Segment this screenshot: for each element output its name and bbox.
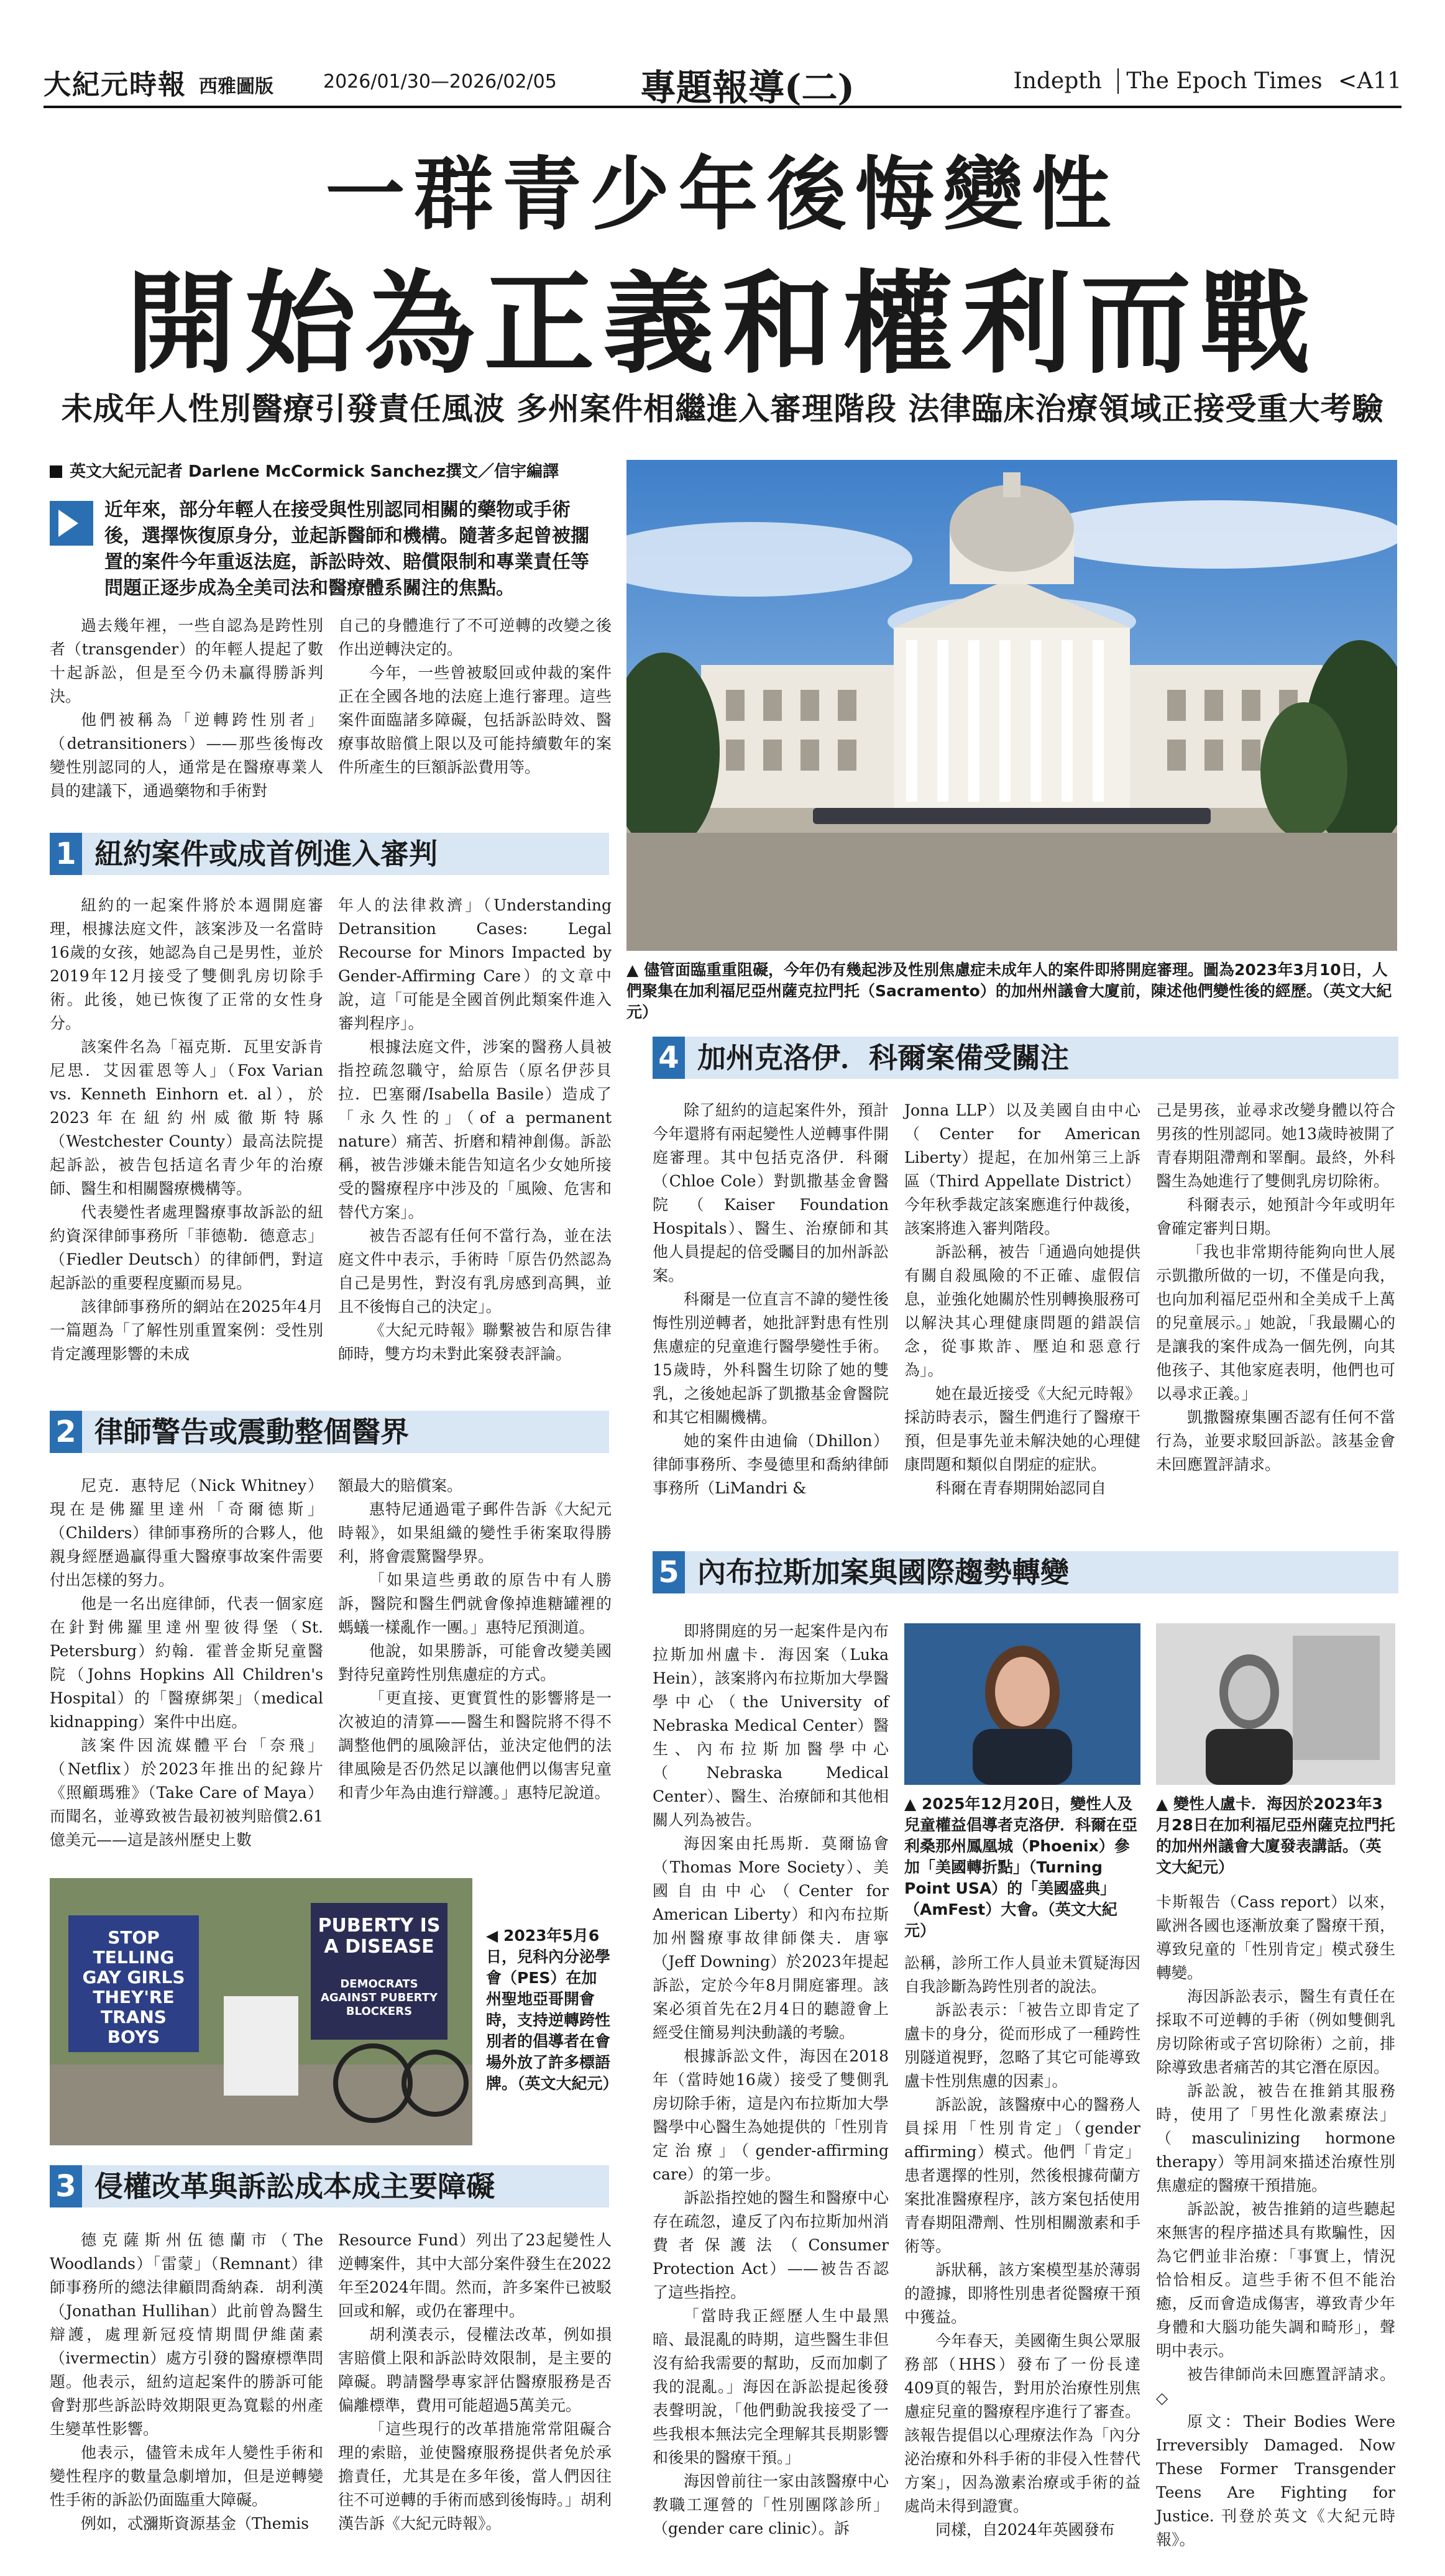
paragraph: 同樣，自2024年英國發布 (935, 2521, 1115, 2539)
sign-text-2: PUBERTY IS A DISEASE (318, 1915, 441, 1958)
sign-text-3: DEMOCRATS AGAINST PUBERTY BLOCKERS (320, 1978, 438, 2018)
section-5-col-3 (1156, 1891, 1395, 2552)
paragraph: 根據法庭文件，涉案的醫務人員被指控疏忽職守，給原告（原名伊莎貝拉．巴塞爾/Isabella Basile）造成了「永久性的」（of a permanent nature）痛苦、折磨和精神創傷。訴訟稱，被告涉嫌未能告知這名少女她所接受的醫療程序中涉及的「風險、危害和替代方案」。 (338, 1038, 612, 1221)
issue-dates: 2026/01/30—2026/02/05 (323, 71, 557, 93)
section-4-col-2 (904, 1099, 1140, 1500)
paragraph: 根據訴訟文件，海因在2018年（當時她16歲）接受了雙側乳房切除手術，這是內布拉斯加大學醫學中心醫生為她提供的「性別肯定治療」（gender-affirming care）的第一步。 (653, 2047, 889, 2183)
section-title: 加州克洛伊．科爾案備受關注 (697, 1041, 1069, 1075)
section-number: 3 (50, 2165, 82, 2207)
section-4-col-3 (1156, 1099, 1395, 1477)
byline (50, 459, 559, 482)
edition-label: 西雅圖版 (199, 76, 273, 98)
header-right (1004, 68, 1401, 94)
paragraph: Resource Fund）列出了23起變性人逆轉案件，其中大部分案件發生在2022年至2024年間。然而，許多案件已被駁回或和解，或仍在審理中。 (338, 2231, 612, 2320)
paragraph: 海因曾前往一家由該醫療中心教職工運營的「性別團隊診所」（gender care clinic）。訴 (653, 2472, 889, 2537)
paragraph: 尼克．惠特尼（Nick Whitney）現在是佛羅里達州「奇爾德斯」（Childers）律師事務所的合夥人，他親身經歷過贏得重大醫療事故案件需要付出怎樣的努力。 (50, 1477, 323, 1589)
paragraph: 他表示，儘管未成年人變性手術和變性程序的數量急劇增加，但是逆轉變性手術的訴訟仍面臨重大障礙。 (50, 2444, 323, 2509)
paragraph: 自己的身體進行了不可逆轉的改變之後作出逆轉決定的。 (338, 616, 612, 658)
paragraph: 訴訟表示：「被告立即肯定了盧卡的身分，從而形成了一種跨性別隧道視野，忽略了其它可能導致盧卡性別焦慮的因素」。 (904, 2001, 1140, 2090)
section-title: 紐約案件或成首例進入審判 (94, 837, 438, 871)
paragraph: 原文：Their Bodies Were Irreversibly Damaged. Now These Former Transgender Teens Are Fighting for Justice. 刊登於英文《大紀元時報》。 (1156, 2413, 1395, 2549)
triangle-caption-icon: ◀ (486, 1927, 503, 1945)
page-header (44, 60, 1401, 108)
section-3-header (50, 2165, 609, 2207)
paragraph: 例如，忒瀰斯資源基金（Themis (81, 2514, 310, 2532)
paragraph: 訴訟指控她的醫生和醫療中心存在疏忽，違反了內布拉斯加州消費者保護法（Consumer Protection Act）——被告否認了這些指控。 (653, 2189, 889, 2301)
paragraph: 科爾在青春期開始認同自 (935, 1479, 1107, 1497)
paragraph: 該案件因流媒體平台「奈飛」（Netflix）於2023年推出的紀錄片《照顧瑪雅》（Take Care of Maya）而聞名，並導致被告最初被判賠償2.61億美元——這是該州歷史上數 (50, 1736, 323, 1849)
paragraph: 該律師事務所的網站在2025年4月一篇題為「了解性別重置案例：受性別肯定護理影響的未成 (50, 1298, 323, 1363)
luka-hein-photo (1156, 1623, 1395, 1785)
square-bullet-icon (50, 465, 62, 478)
paragraph: 「如果這些勇敢的原告中有人勝訴，醫院和醫生們就會像掉進糖罐裡的螞蟻一樣亂作一團。」惠特尼預測道。 (338, 1571, 612, 1636)
paragraph: 代表變性者處理醫療事故訴訟的紐約資深律師事務所「菲德勒．德意志」（Fiedler Deutsch）的律師們，對這起訴訟的重要程度顯而易見。 (50, 1203, 323, 1292)
paragraph: 凱撒醫療集團否認有任何不當行為，並要求駁回訴訟。該基金會未回應置評請求。 (1156, 1408, 1395, 1474)
section-title: 專題報導(二) (640, 66, 855, 109)
paragraph: 今年春天，美國衛生與公眾服務部（HHS）發布了一份長達409頁的報告，對用於治療性別焦慮症兒童的醫療程序進行了審查。該報告提倡以心理療法作為「內分泌治療和外科手術的非侵入性替代方案」，因為激素治療或手術的益處尚未得到證實。 (904, 2332, 1140, 2515)
section-3-col-left (50, 2229, 323, 2536)
capitol-caption (626, 960, 1397, 1023)
triangle-caption-icon: ▲ (1156, 1795, 1173, 1813)
section-title: 律師警告或震動整個醫界 (94, 1415, 409, 1449)
section-4-header (653, 1037, 1398, 1079)
paragraph: 訴訟說，該醫療中心的醫務人員採用「性別肯定」（gender affirming）模式。他們「肯定」患者選擇的性別，然後根據荷蘭方案批准醫療程序，該方案包括使用青春期阻滯劑、性別相關激素和手術等。 (904, 2096, 1140, 2255)
paragraph: 海因訴訟表示，醫生有責任在採取不可逆轉的手術（例如雙側乳房切除術或子宮切除術）之前，排除導致患者痛苦的其它潛在原因。 (1156, 1987, 1395, 2076)
section-3-col-right (338, 2229, 612, 2536)
paragraph: 他說，如果勝訴，可能會改變美國對待兒童跨性別焦慮症的方式。 (338, 1642, 612, 1684)
section-2-col-right (338, 1474, 612, 1805)
intro-col-right (338, 614, 612, 779)
lede-paragraph: 近年來，部分年輕人在接受與性別認同相關的藥物或手術後，選擇恢復原身分，並起訴醫師和機構。隨著多起曾被擱置的案件今年重返法庭，訴訟時效、賠償限制和專業責任等問題正逐步成為全美司法和醫療體系關注的焦點。 (104, 499, 589, 599)
section-number: 1 (50, 833, 82, 875)
caption-text: 2023年5月6日，兒科內分泌學會（PES）在加州聖地亞哥開會時，支持逆轉跨性別者的倡導者在會場外放了許多標語牌。（英文大紀元） (486, 1927, 618, 2092)
luka-hein-caption (1156, 1794, 1395, 1878)
portrait-illustration-2 (1156, 1623, 1395, 1785)
section-5-col-2 (904, 1951, 1140, 2542)
section-number: 2 (50, 1411, 82, 1453)
page-number: A11 (1357, 68, 1401, 94)
caption-text: 儘管面臨重重阻礙，今年仍有幾起涉及性別焦慮症未成年人的案件即將開庭審理。圖為2023年3月10日，人們聚集在加利福尼亞州薩克拉門托（Sacramento）的加州州議會大廈前，陳述他們變性後的經歷。（英文大紀元） (626, 961, 1392, 1021)
triangle-caption-icon: ▲ (626, 961, 644, 979)
paragraph: 「我也非常期待能夠向世人展示凱撒所做的一切，不僅是向我，也向加利福尼亞州和全美成千上萬的兒童展示。」她說，「我最關心的是讓我的案件成為一個先例，向其他孩子、其他家庭表明，他們也可以尋求正義。」 (1156, 1243, 1395, 1403)
page-arrow-icon: < (1338, 68, 1357, 94)
headline-line-2: 開始為正義和權利而戰 (126, 259, 1319, 388)
paragraph: 惠特尼通過電子郵件告訴《大紀元時報》，如果組織的變性手術案取得勝利，將會震驚醫學界。 (338, 1500, 612, 1565)
chloe-cole-caption (904, 1794, 1140, 1941)
section-1-col-left (50, 894, 323, 1366)
section-2-header (50, 1411, 609, 1453)
paragraph: 被告律師尚未回應置評請求。◇ (1156, 2365, 1395, 2407)
section-4-col-1 (653, 1099, 889, 1500)
section-title: 侵權改革與訴訟成本成主要障礙 (94, 2170, 495, 2203)
paragraph: 除了紐約的這起案件外，預計今年還將有兩起變性人逆轉事件開庭審理。其中包括克洛伊．科爾（Chloe Cole）對凱撒基金會醫院（Kaiser Foundation Hospitals）、醫生、治療師和其他人員提起的倍受矚目的加州訴訟案。 (653, 1101, 889, 1285)
protest-signs-photo (50, 1878, 472, 2145)
paragraph: 《大紀元時報》聯繫被告和原告律師時，雙方均未對此案發表評論。 (338, 1321, 612, 1363)
section-title: 內布拉斯加案與國際趨勢轉變 (697, 1556, 1069, 1589)
protest-caption (486, 1925, 618, 2094)
play-chevron-icon (50, 501, 93, 546)
paragraph: 過去幾年裡，一些自認為是跨性別者（transgender）的年輕人提起了數十起訴訟，但是至今仍未贏得勝訴判決。 (50, 616, 323, 705)
byline-text: 英文大紀元記者 Darlene McCormick Sanchez撰文／信宇編譯 (70, 462, 559, 481)
paragraph: 「這些現行的改革措施常常阻礙合理的索賠，並使醫療服務提供者免於承擔責任，尤其是在多年後，當人們因往往不可逆轉的手術而感到後悔時。」胡利漢告訴《大紀元時報》。 (338, 2420, 612, 2532)
paragraph: 他們被稱為「逆轉跨性別者」（detransitioners）——那些後悔改變性別認同的人，通常是在醫療專業人員的建議下，通過藥物和手術對 (50, 711, 323, 800)
paragraph: 訴狀稱，該方案模型基於薄弱的證據，即將性別患者從醫療干預中獲益。 (904, 2261, 1140, 2326)
paragraph: 訴訟說，被告推銷的這些聽起來無害的程序描述具有欺騙性，因為它們並非治療：「事實上，情況恰恰相反。這些手術不但不能治癒，反而會造成傷害，導致青少年身體和大腦功能失調和畸形」，聲明中表示。 (1156, 2200, 1395, 2360)
paragraph: 己是男孩，並尋求改變身體以符合男孩的性別認同。她13歲時被開了青春期阻滯劑和睪酮。最終，外科醫生為她進行了雙側乳房切除術。 (1156, 1101, 1395, 1190)
paragraph: 訴訟說，被告在推銷其服務時，使用了「男性化激素療法」（masculinizing hormone therapy）等用詞來描述治療性別焦慮症的醫療干預措施。 (1156, 2082, 1395, 2194)
paragraph: 訴訟稱，被告「通過向她提供有關自殺風險的不正確、虛假信息，並強化她關於性別轉換服務可以解決其心理健康問題的錯誤信念，從事欺詐、壓迫和惡意行為」。 (904, 1243, 1140, 1379)
section-5-col-1 (653, 1620, 889, 2541)
paragraph: 今年，一些曾被駁回或仲裁的案件正在全國各地的法庭上進行審理。這些案件面臨諸多障礙，包括訴訟時效、醫療事故賠償上限以及可能持續數年的案件所產生的巨額訴訟費用等。 (338, 664, 612, 776)
section-1-header (50, 833, 609, 875)
paragraph: 訟稱，診所工作人員並未質疑海因自我診斷為跨性別者的說法。 (904, 1954, 1140, 1996)
paragraph: 即將開庭的另一起案件是內布拉斯加州盧卡．海因案（Luka Hein），該案將內布拉斯加大學醫學中心（the University of Nebraska Medical Center）醫生、內布拉斯加醫學中心（Nebraska Medical Center）、醫生、治療師和其他相關人列為被告。 (653, 1622, 889, 1829)
indepth-label: Indepth (1013, 68, 1102, 94)
section-5-header (653, 1551, 1398, 1593)
paragraph: 「當時我正經歷人生中最黑暗、最混亂的時期，這些醫生非但沒有給我需要的幫助，反而加劇了我的混亂。」海因在訴訟提起後發表聲明說，「他們動說我接受了一些我根本無法完全理解其長期影響和後果的醫療干預。」 (653, 2307, 889, 2467)
sign-text-1: STOP TELLING GAY GIRLS THEY'RE TRANS BOYS (82, 1927, 185, 2047)
section-1-col-right (338, 894, 612, 1366)
chloe-cole-photo (904, 1623, 1140, 1785)
caption-text: 變性人盧卡．海因於2023年3月28日在加利福尼亞州薩克拉門托的加州州議會大廈發表講話。（英文大紀元） (1156, 1795, 1395, 1876)
portrait-illustration-1 (904, 1623, 1140, 1785)
paragraph: 德克薩斯州伍德蘭市（The Woodlands）「雷蒙」（Remnant）律師事務所的總法律顧問喬納森．胡利漢（Jonathan Hullihan）此前曾為醫生辯護，處理新冠疫情期間伊維菌素（ivermectin）處方引發的醫療標準問題。他表示，紐約這起案件的勝訴可能會對那些訴訟時效期限更為寬鬆的州產生變革性影響。 (50, 2231, 323, 2438)
paragraph: 紐約的一起案件將於本週開庭審理，根據法庭文件，該案涉及一名當時16歲的女孩，她認為自己是男性，並於2019年12月接受了雙側乳房切除手術。此後，她已恢復了正常的女性身分。 (50, 896, 323, 1032)
paragraph: 「更直接、更實質性的影響將是一次被迫的清算——醫生和醫院將不得不調整他們的風險評估，並決定他們的法律風險是否仍然足以讓他們以傷害兒童和青少年為由進行辯護。」惠特尼說道。 (338, 1689, 612, 1802)
capitol-photo (626, 460, 1397, 951)
caption-text: 2025年12月20日，變性人及兒童權益倡導者克洛伊．科爾在亞利桑那州鳳凰城（Phoenix）參加「美國轉折點」（Turning Point USA）的「美國盛典」（AmFest）大會。（英文大紀元） (904, 1795, 1138, 1940)
paragraph: 她在最近接受《大紀元時報》採訪時表示，醫生們進行了醫療干預，但是事先並未解決她的心理健康問題和類似自閉症的症狀。 (904, 1385, 1140, 1474)
paragraph: Jonna LLP）以及美國自由中心（Center for American Liberty）提起，在加州第三上訴區（Third Appellate District）今年秋季裁定該案應進行仲裁後，該案將進入審判階段。 (904, 1101, 1140, 1237)
headline-line-1: 一群青少年後悔變性 (325, 148, 1120, 241)
paragraph: 科爾表示，她預計今年或明年會確定審判日期。 (1156, 1196, 1395, 1237)
paragraph: 她的案件由迪倫（Dhillon）律師事務所、李曼德里和喬納律師事務所（LiMandri & (653, 1432, 889, 1497)
intro-col-left (50, 614, 323, 803)
paragraph: 海因案由托馬斯．莫爾協會（Thomas More Society）、美國自由中心（Center for American Liberty）和內布拉斯加州醫療事故律師傑夫．唐寧（Jeff Downing）於2023年提起訴訟，定於今年8月開庭審理。該案必須首先在2月4日的聽證會上經受住簡易判決動議的考驗。 (653, 1835, 889, 2042)
paragraph: 額最大的賠償案。 (338, 1477, 463, 1495)
section-2-col-left (50, 1474, 323, 1852)
paragraph: 年人的法律救濟」（Understanding Detransition Cases: Legal Recourse for Minors Impacted by Gender-Affirming Care）的文章中說，這「可能是全國首例此類案件進入審判程序」。 (338, 896, 612, 1032)
paragraph: 被告否認有任何不當行為，並在法庭文件中表示，手術時「原告仍然認為自己是男性，對沒有乳房感到高興，並且不後悔自己的決定」。 (338, 1227, 612, 1316)
paragraph: 胡利漢表示，侵權法改革，例如損害賠償上限和訴訟時效限制，是主要的障礙。聘請醫學專家評估醫療服務是否偏離標準，費用可能超過5萬美元。 (338, 2326, 612, 2414)
paragraph: 他是一名出庭律師，代表一個家庭在針對佛羅里達州聖彼得堡（St. Petersburg）約翰．霍普金斯兒童醫院（Johns Hopkins All Children's Hospital）的「醫療綁架」（medical kidnapping）案件中出庭。 (50, 1595, 323, 1731)
paragraph: 卡斯報告（Cass report）以來，歐洲各國也逐漸放棄了醫療干預，導致兒童的「性別肯定」模式發生轉變。 (1156, 1893, 1395, 1982)
subheadline: 未成年人性別醫療引發責任風波 多州案件相繼進入審理階段 法律臨床治療領域正接受重大考驗 (61, 391, 1384, 427)
triangle-caption-icon: ▲ (904, 1795, 922, 1813)
capitol-illustration (626, 460, 1397, 951)
section-number: 4 (653, 1037, 685, 1079)
paper-name: The Epoch Times (1117, 68, 1322, 94)
masthead-logo: 大紀元時報 (44, 69, 186, 101)
paragraph: 該案件名為「福克斯．瓦里安訴肯尼思．艾因霍恩等人」（Fox Varian vs. Kenneth Einhorn et. al），於2023年在紐約州威徹斯特縣（Westchester County）最高法院提起訴訟，被告包括這名青少年的治療師、醫生和相關醫療機構等。 (50, 1038, 323, 1198)
section-number: 5 (653, 1551, 685, 1593)
paragraph: 科爾是一位直言不諱的變性後悔性別逆轉者，她批評對患有性別焦慮症的兒童進行醫學變性手術。15歲時，外科醫生切除了她的雙乳，之後她起訴了凱撒基金會醫院和其它相關機構。 (653, 1290, 889, 1426)
